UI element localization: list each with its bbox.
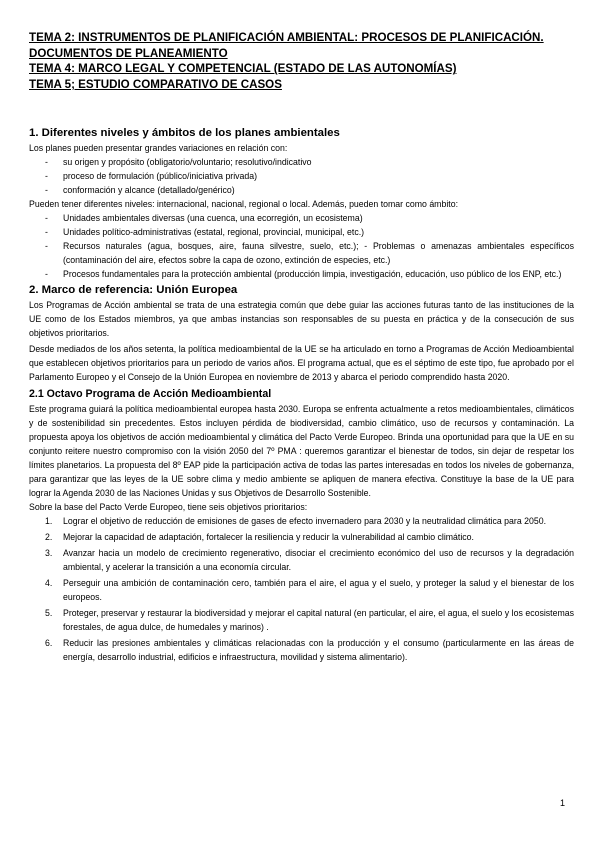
objective-number: 2. bbox=[45, 532, 53, 542]
list-item: - Procesos fundamentales para la protección ambiental (producción limpia, investigación, educación, uso público de los ENP, etc.) bbox=[45, 269, 562, 279]
objectives-intro: Sobre la base del Pacto Verde Europeo, tiene seis objetivos prioritarios: bbox=[29, 502, 308, 512]
variations-list bbox=[29, 155, 574, 197]
dash-marker: - bbox=[45, 269, 48, 279]
document-titles bbox=[29, 30, 574, 93]
dash-marker: - bbox=[45, 185, 48, 195]
section-2-1-heading: 2.1 Octavo Programa de Acción Medioambiental bbox=[29, 388, 272, 400]
levels-intro: Pueden tener diferentes niveles: internacional, nacional, regional o local. Además, pueden tomar como ámbito: bbox=[29, 199, 459, 209]
objective-number: 1. bbox=[45, 516, 53, 526]
page-number: 1 bbox=[560, 798, 566, 808]
objective-number: 3. bbox=[45, 548, 53, 558]
title-line-1: TEMA 2: INSTRUMENTOS DE PLANIFICACIÓN AMBIENTAL: PROCESOS DE PLANIFICACIÓN. bbox=[29, 31, 544, 44]
list-item: - Unidades ambientales diversas (una cuenca, una ecorregión, un ecosistema) bbox=[45, 213, 363, 223]
list-item: 3. Avanzar hacia un modelo de crecimiento regenerativo, disociar el crecimiento económico del uso de recursos y la degradación ambiental, y acelerar la transición a una economía circular. bbox=[45, 548, 574, 572]
list-item: 4. Perseguir una ambición de contaminación cero, también para el aire, el agua y el suelo, y proteger la salud y el bienestar de los europeos. bbox=[45, 578, 574, 602]
dash-marker: - bbox=[45, 227, 48, 237]
list-item: 2. Mejorar la capacidad de adaptación, fortalecer la resiliencia y reducir la vulnerabilidad al cambio climático. bbox=[45, 532, 474, 542]
section-2-paragraph: Desde mediados de los años setenta, la política medioambiental de la UE se ha articulado en torno a Programas de Acción Medioambiental que establecen objetivos prioritarios para un periodo de varios años. El programa actual, que es el séptimo de este tipo, fue aprobado por el Parlamento Europeo y el Consejo de la Unión Europea en noviembre de 2013 y abarca el periodo comprendido hasta 2020. bbox=[29, 344, 574, 382]
section-1-intro: Los planes pueden presentar grandes variaciones en relación con: bbox=[29, 143, 288, 153]
list-item: - proceso de formulación (público/iniciativa privada) bbox=[45, 171, 258, 181]
dash-marker: - bbox=[45, 241, 48, 251]
list-item: - conformación y alcance (detallado/genérico) bbox=[45, 185, 235, 195]
scopes-list bbox=[29, 211, 574, 281]
objectives-list bbox=[29, 514, 574, 664]
title-line-4: TEMA 5; ESTUDIO COMPARATIVO DE CASOS bbox=[29, 78, 282, 92]
list-item: 1. Lograr el objetivo de reducción de emisiones de gases de efecto invernadero para 2030 y la neutralidad climática para 2050. bbox=[45, 516, 547, 526]
list-item: - su origen y propósito (obligatorio/voluntario; resolutivo/indicativo bbox=[45, 157, 312, 167]
objective-number: 6. bbox=[45, 638, 53, 648]
title-line-3: TEMA 4: MARCO LEGAL Y COMPETENCIAL (ESTADO DE LAS AUTONOMÍAS) bbox=[29, 62, 457, 76]
list-item: 5. Proteger, preservar y restaurar la biodiversidad y mejorar el capital natural (en particular, el aire, el agua, el suelo y los ecosistemas forestales, de agua dulce, de humedales y marinos) . bbox=[45, 608, 574, 632]
objective-number: 4. bbox=[45, 578, 53, 588]
section-2-heading: 2. Marco de referencia: Unión Europea bbox=[29, 284, 238, 296]
section-1 bbox=[29, 126, 574, 281]
section-2-paragraph: Los Programas de Acción ambiental se trata de una estrategia común que debe guiar las acciones futuras tanto de las instituciones de la UE como de los Estados miembros, ya que ambas instancias son responsables de su puesta en práctica y de la consecución de sus objetivos prioritarios. bbox=[29, 300, 574, 338]
section-1-heading: 1. Diferentes niveles y ámbitos de los planes ambientales bbox=[29, 127, 340, 139]
dash-marker: - bbox=[45, 171, 48, 181]
objective-number: 5. bbox=[45, 608, 53, 618]
title-line-2: DOCUMENTOS DE PLANEAMIENTO bbox=[29, 46, 228, 60]
document-body bbox=[29, 126, 574, 666]
section-2 bbox=[29, 283, 574, 384]
dash-marker: - bbox=[45, 157, 48, 167]
section-2-1 bbox=[29, 387, 574, 664]
list-item: 6. Reducir las presiones ambientales y climáticas relacionadas con la producción y el consumo (particularmente en las áreas de energía, desarrollo industrial, edificios e infraestructura, movilidad y sistema alimentario). bbox=[45, 638, 574, 662]
list-item: - Unidades político-administrativas (estatal, regional, provincial, municipal, etc.) bbox=[45, 227, 365, 237]
list-item: - Recursos naturales (agua, bosques, aire, fauna silvestre, suelo, etc.); - Problemas o amenazas ambientales específicos (contaminación del aire, efectos sobre la capa de ozono, extinción de especies, etc.) bbox=[45, 241, 574, 265]
section-2-1-paragraph: Este programa guiará la política medioambiental europea hasta 2030. Europa se enfrenta actualmente a retos medioambientales, climáticos y de sostenibilidad sin precedentes. Estos incluyen pérdida de biodiversidad, cambio climático, uso de recursos y contaminación. La propuesta apoya los objetivos de acción medioambiental y climática del Pacto Verde Europeo. Brinda una oportunidad para que la UE en su conjunto reitere nuestro compromiso con la visión 2050 del 7º PMA : queremos garantizar el bienestar de todos, sin dejar de respetar los límites planetarios. La propuesta del 8º EAP pide la participación activa de todas las partes interesadas en todos los niveles de gobernanza, para garantizar que las leyes de la UE sobre clima y medio ambiente se apliquen de manera efectiva. Constituye la base de la UE para lograr la Agenda 2030 de las Naciones Unidas y sus Objetivos de Desarrollo Sostenible. bbox=[29, 404, 574, 498]
dash-marker: - bbox=[45, 213, 48, 223]
